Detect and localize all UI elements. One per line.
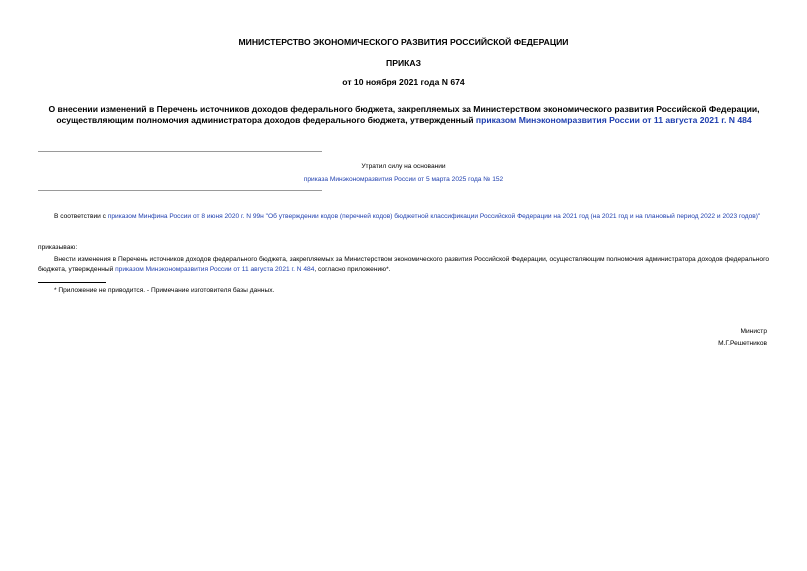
order-link[interactable]: приказом Минэкономразвития России от 11 августа 2021 г. N 484	[115, 265, 315, 273]
document-title	[42, 104, 766, 126]
title-link[interactable]: приказом Минэкономразвития России от 11 августа 2021 г. N 484	[475, 115, 752, 126]
status-link[interactable]: приказа Минэкономразвития России от 5 марта 2025 года № 152	[303, 176, 504, 183]
ministry-heading: МИНИСТЕРСТВО ЭКОНОМИЧЕСКОГО РАЗВИТИЯ РОССИЙСКОЙ ФЕДЕРАЦИИ	[238, 37, 569, 47]
basis-link[interactable]: приказом Минфина России от 8 июня 2020 г. N 99н "Об утверждении кодов (перечней кодов) бюджетной классификации Российской Федерации на 2021 год (на 2021 год и на плановый период 2022 и 2023 годов)"	[107, 213, 761, 220]
status-top-rule	[38, 151, 322, 152]
paragraph-order	[38, 255, 769, 274]
doc-date-number: от 10 ноября 2021 года N 674	[342, 77, 465, 87]
paragraph-basis	[38, 212, 769, 222]
status-bottom-rule	[38, 190, 322, 191]
signature-position: Министр	[740, 328, 767, 335]
paragraph-order-suffix: , согласно приложению*.	[314, 265, 391, 273]
paragraph-basis-prefix: В соответствии с	[54, 213, 108, 220]
title-text: О внесении изменений в Перечень источников доходов федерального бюджета, закрепляемых за Министерством экономического развития Российской Федерации, осуществляющим полномочия администратора доходов федерального бюджета, утвержденный	[48, 104, 760, 126]
status-link-line	[0, 176, 807, 183]
footnote: * Приложение не приводится. - Примечание изготовителя базы данных.	[54, 287, 275, 294]
signature-name: М.Г.Решетников	[718, 340, 767, 347]
order-word: приказываю:	[38, 244, 78, 251]
footnote-rule	[38, 282, 106, 283]
paragraph-order-prefix: Внести изменения в Перечень источников доходов федерального бюджета, закрепляемых за Министерством экономического развития Российской Федерации, осуществляющим полномочия администратора доходов федерального бюджета, утвержденный	[38, 256, 769, 273]
doc-type-heading: ПРИКАЗ	[386, 58, 421, 68]
status-line: Утратил силу на основании	[361, 163, 446, 170]
